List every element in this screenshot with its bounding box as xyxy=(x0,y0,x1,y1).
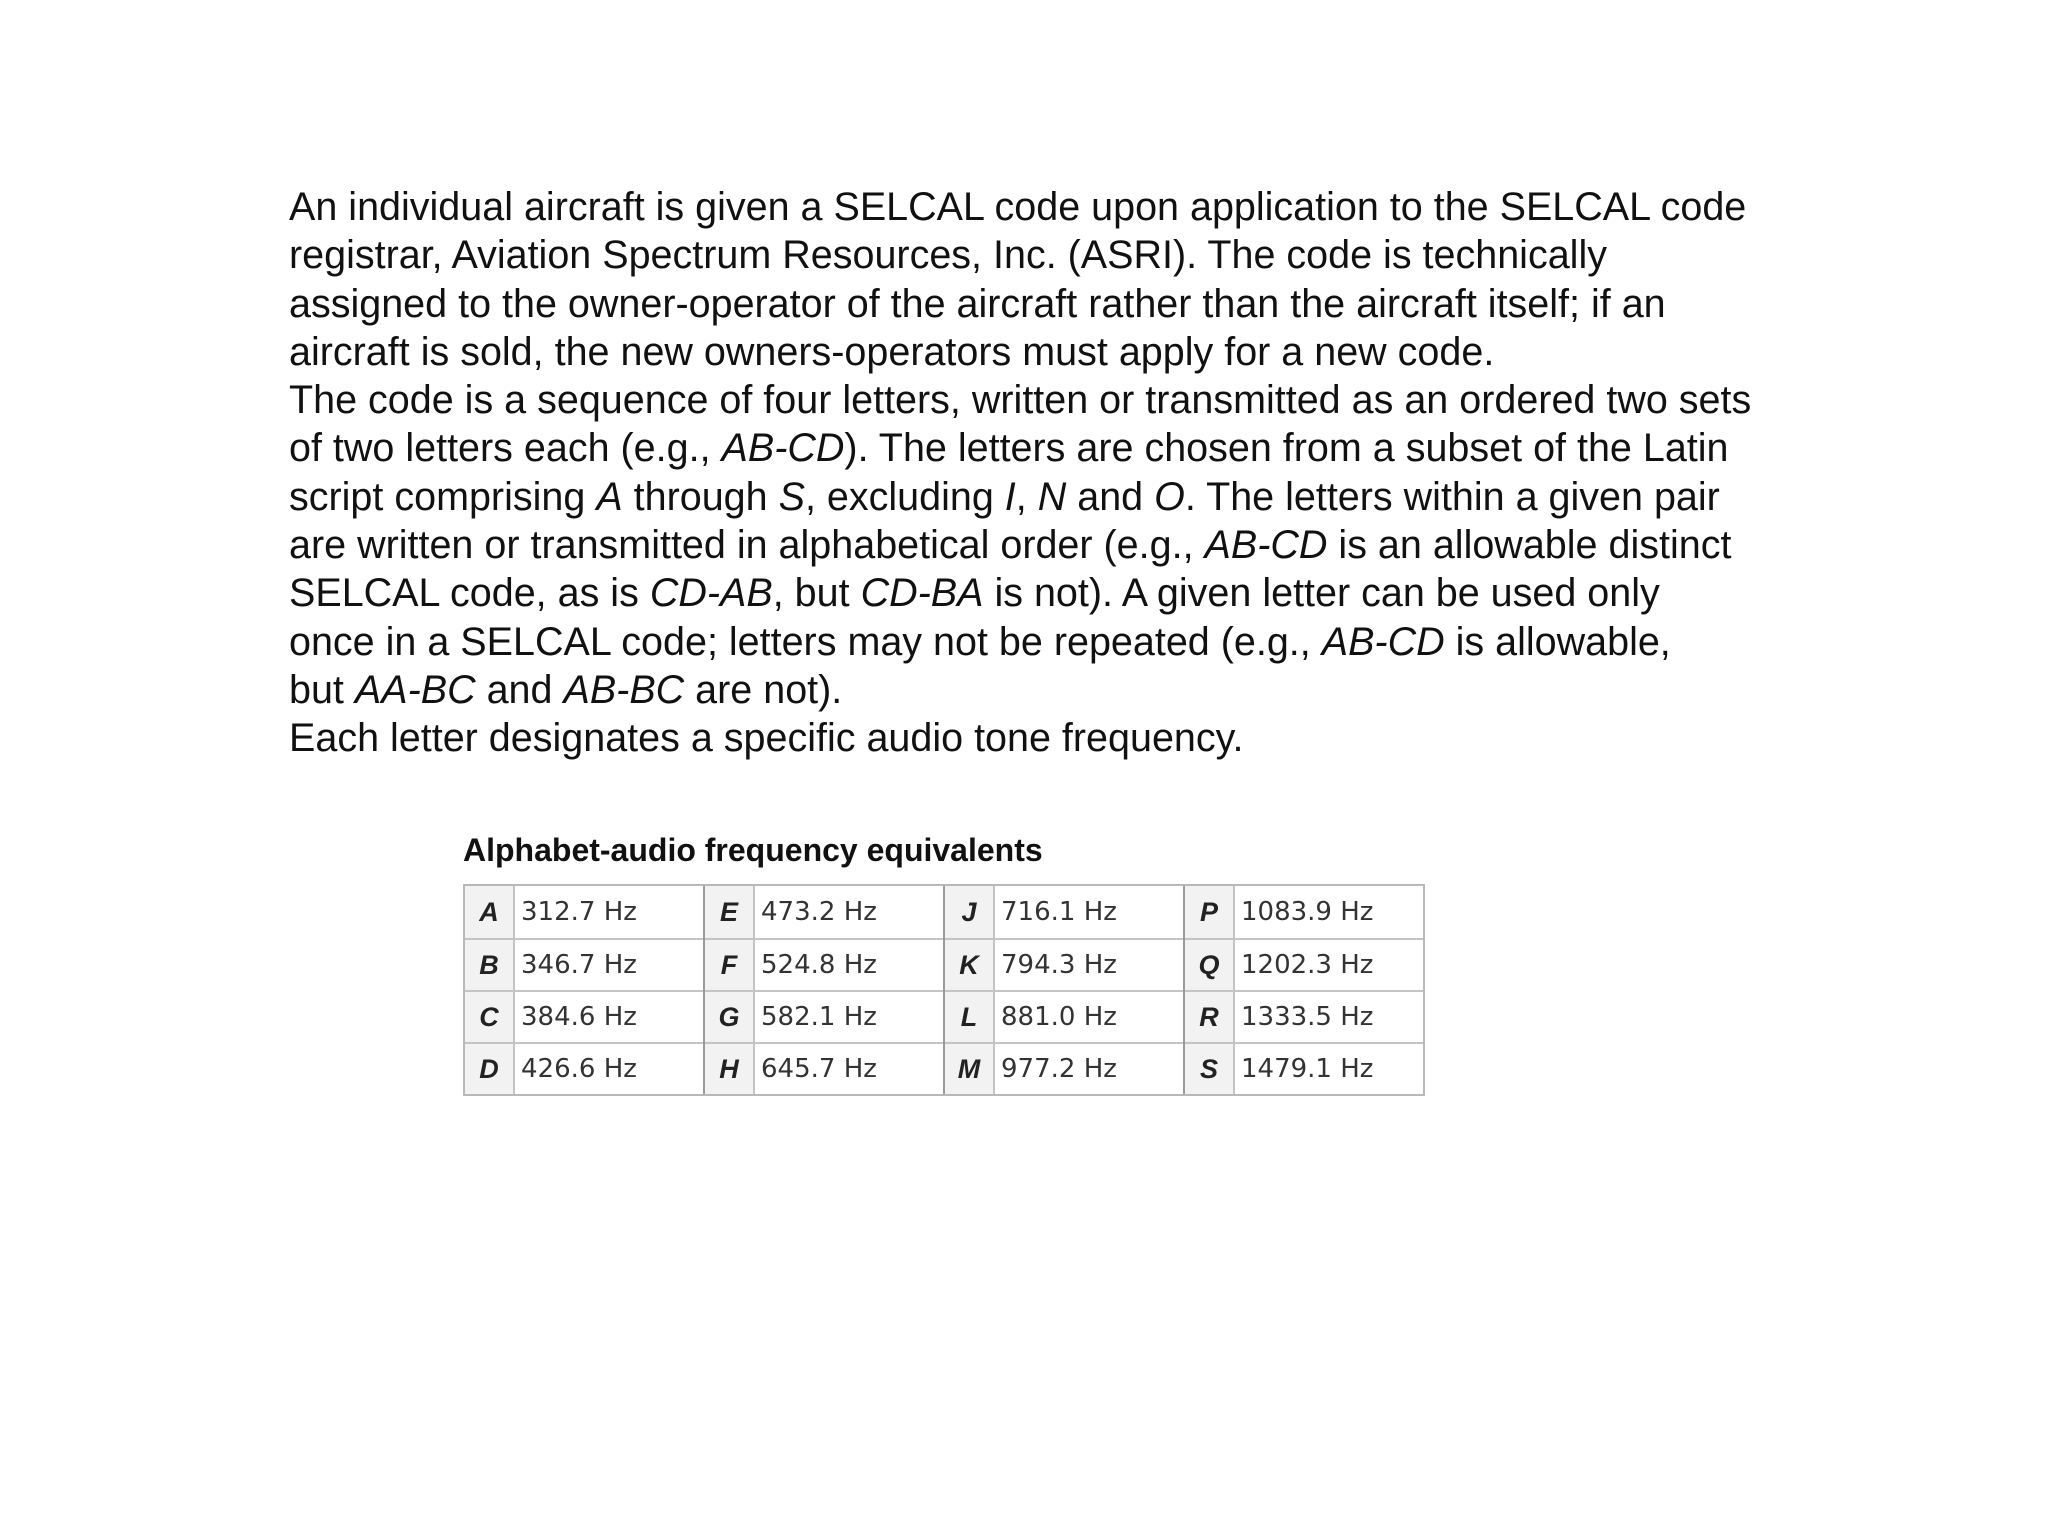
table-row xyxy=(705,886,943,938)
table-column-group xyxy=(703,886,943,1094)
table-column-group xyxy=(943,886,1183,1094)
table-column-group xyxy=(1183,886,1423,1094)
frequency-cell: 1479.1 Hz xyxy=(1235,1044,1423,1094)
text-run: is allowable, xyxy=(1444,619,1671,664)
table-row xyxy=(1185,938,1423,990)
letter-example: A xyxy=(596,474,623,519)
frequency-cell: 794.3 Hz xyxy=(995,940,1183,990)
frequency-cell: 881.0 Hz xyxy=(995,992,1183,1042)
text-run: of two letters each (e.g., xyxy=(289,426,722,471)
letter-cell: K xyxy=(945,940,995,990)
text-line xyxy=(289,424,1789,472)
table-row xyxy=(945,990,1183,1042)
code-example: AB-BC xyxy=(563,667,685,712)
text-line xyxy=(289,473,1789,521)
text-run: . The letters within a given pair xyxy=(1184,474,1720,519)
table-row xyxy=(465,990,703,1042)
letter-cell: G xyxy=(705,992,755,1042)
letter-cell: L xyxy=(945,992,995,1042)
code-example: AB-CD xyxy=(721,426,845,471)
code-example: CD-BA xyxy=(860,571,984,616)
frequency-cell: 716.1 Hz xyxy=(995,886,1183,938)
table-row xyxy=(465,886,703,938)
table-row xyxy=(1185,990,1423,1042)
frequency-table-figure xyxy=(463,830,1425,1096)
text-line: The code is a sequence of four letters, written or transmitted as an ordered two sets xyxy=(289,378,1752,423)
frequency-cell: 384.6 Hz xyxy=(515,992,703,1042)
frequency-cell: 426.6 Hz xyxy=(515,1044,703,1094)
letter-cell: D xyxy=(465,1044,515,1094)
frequency-cell: 346.7 Hz xyxy=(515,940,703,990)
table-row xyxy=(1185,1042,1423,1094)
text-run: and xyxy=(1066,474,1155,519)
letter-example: O xyxy=(1154,474,1185,519)
code-example: AA-BC xyxy=(354,667,476,712)
letter-cell: J xyxy=(945,886,995,938)
table-row xyxy=(465,1042,703,1094)
letter-cell: Q xyxy=(1185,940,1235,990)
letter-cell: B xyxy=(465,940,515,990)
text-run: are not). xyxy=(684,667,843,712)
text-run: and xyxy=(475,667,564,712)
frequency-cell: 1083.9 Hz xyxy=(1235,886,1423,938)
code-example: AB-CD xyxy=(1204,523,1328,568)
text-run: through xyxy=(622,474,779,519)
frequency-table xyxy=(463,884,1425,1096)
text-line: An individual aircraft is given a SELCAL code upon application to the SELCAL code xyxy=(289,185,1747,229)
letter-cell: A xyxy=(465,886,515,938)
text-run: ). The letters are chosen from a subset of the Latin xyxy=(844,426,1729,471)
letter-example: N xyxy=(1037,474,1067,519)
text-run: , xyxy=(1015,474,1038,519)
letter-cell: E xyxy=(705,886,755,938)
table-column-group xyxy=(465,886,703,1094)
table-row xyxy=(705,990,943,1042)
text-run: once in a SELCAL code; letters may not be repeated (e.g., xyxy=(289,619,1322,664)
letter-cell: P xyxy=(1185,886,1235,938)
frequency-cell: 473.2 Hz xyxy=(755,886,943,938)
text-line: Each letter designates a specific audio tone frequency. xyxy=(289,716,1244,761)
text-run: but xyxy=(289,667,355,712)
code-example: AB-CD xyxy=(1321,619,1445,664)
text-line xyxy=(289,666,1789,714)
letter-cell: H xyxy=(705,1044,755,1094)
table-row xyxy=(705,1042,943,1094)
text-run: , but xyxy=(772,571,861,616)
frequency-cell: 524.8 Hz xyxy=(755,940,943,990)
frequency-cell: 645.7 Hz xyxy=(755,1044,943,1094)
letter-example: S xyxy=(778,474,805,519)
letter-example: I xyxy=(1004,474,1016,519)
frequency-cell: 1333.5 Hz xyxy=(1235,992,1423,1042)
text-run: , excluding xyxy=(804,474,1005,519)
letter-cell: M xyxy=(945,1044,995,1094)
text-line xyxy=(289,521,1789,569)
text-run: are written or transmitted in alphabetical order (e.g., xyxy=(289,523,1205,568)
frequency-cell: 977.2 Hz xyxy=(995,1044,1183,1094)
text-line: assigned to the owner-operator of the aircraft rather than the aircraft itself; if an xyxy=(289,281,1666,326)
text-run: is an allowable distinct xyxy=(1327,523,1732,568)
frequency-cell: 312.7 Hz xyxy=(515,886,703,938)
letter-cell: C xyxy=(465,992,515,1042)
table-row xyxy=(945,1042,1183,1094)
letter-cell: R xyxy=(1185,992,1235,1042)
text-line xyxy=(289,569,1789,617)
table-row xyxy=(1185,886,1423,938)
text-run: SELCAL code, as is xyxy=(289,571,650,616)
frequency-cell: 582.1 Hz xyxy=(755,992,943,1042)
table-row xyxy=(465,938,703,990)
frequency-cell: 1202.3 Hz xyxy=(1235,940,1423,990)
table-title: Alphabet-audio frequency equivalents xyxy=(463,832,1043,868)
letter-cell: S xyxy=(1185,1044,1235,1094)
text-line: aircraft is sold, the new owners-operators must apply for a new code. xyxy=(289,329,1495,374)
letter-cell: F xyxy=(705,940,755,990)
text-run: is not). A given letter can be used only xyxy=(983,571,1660,616)
text-line: registrar, Aviation Spectrum Resources, Inc. (ASRI). The code is technically xyxy=(289,233,1607,278)
table-row xyxy=(945,938,1183,990)
body-text xyxy=(289,183,1789,763)
text-run: script comprising xyxy=(289,474,597,519)
table-row xyxy=(705,938,943,990)
table-row xyxy=(945,886,1183,938)
code-example: CD-AB xyxy=(649,571,773,616)
text-line xyxy=(289,618,1789,666)
